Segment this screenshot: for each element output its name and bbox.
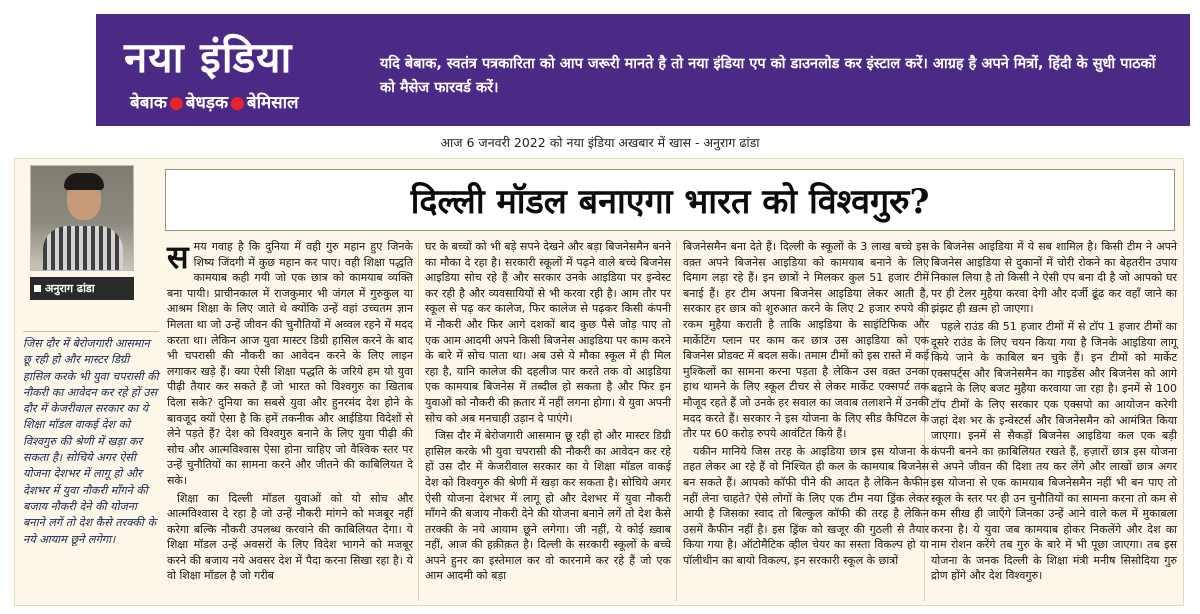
tagline-word: बेबाक: [130, 93, 167, 113]
article-page: [14, 158, 1184, 606]
article-paragraph: के बिजनेस आइडिया में ये सब शामिल है। किसी टीम ने अपने बिजनेस आइडिया से दुकानों में चोरी रोकने का बेहतरीन उपाय निकाल लिया है तो किसी ने ऐसी एप बना दी है जो आपको घर पर ही टेलर मुहैया करवा देगी और दर्जी ढूंढ कर वहाँ जाने का झंझट ही ख़त्म हो जाएगा।: [931, 240, 1177, 316]
logo-wordmark: नया इंडिया: [124, 33, 293, 82]
article-column-4: [931, 239, 1177, 586]
article-column-2: [425, 239, 671, 586]
article-paragraph: पहले राउंड की 51 हजार टीमों में से टॉप 1 हजार टीमों का दूसरे राउंड के लिए चयन किया गया है जिनके आइडिया लागू किये जाने के काबिल बन चुके हैं। इन टीमों को मार्केट एक्सपर्ट्स और बिजनेसमैन का गाइडेंस और बिजनेस को आगे बढ़ाने के लिए बजट मुहैया करवाया जा रहा है। इनमें से 100 टॉप टीमों के लिए सरकार एक एक्सपो का आयोजन करेगी जहां देश भर के इन्वेस्टर्स और बिजनेसमैन को आमंत्रित किया जाएगा। इनमें से सैकड़ों बिजनेस आइडिया कल एक बड़ी कंपनी बनने का क़ाबिलियत रखते हैं, हज़ारों छात्र इस योजना से अपने जीवन की दिशा तय कर लेंगे और लाखों छात्र अगर इस योजना से एक कामयाब बिजनेसमैन नहीं भी बन पाए तो स्कूल के स्तर पर ही उन चुनौतियों का सामना करना तो कम से कम सीख ही जाएँगे जिनका उन्हें आने वाले कल में मुकाबला करना है। ये युवा जब कामयाब होकर निकलेंगे और देश का नाम रोशन करेंगे तब गुरु के बारे में भी पूछा जाएगा। तब इस योजना के जनक दिल्ली के शिक्षा मंत्री मनीष सिसोदिया गुरु द्रोण होंगे और देश विश्वगुरु।: [931, 319, 1177, 583]
article-paragraph: यकीन मानिये जिस तरह के आइडिया छात्र इस योजना के तहत लेकर आ रहे हैं वो निश्चित ही कल के कामयाब बिजनेस बन सकते हैं। आपको कॉफी पीने की आदत है लेकिन कैफीन नहीं लेना चाहते? ऐसे लोगों के लिए एक टीम नया ड्रिंक लेकर आयी है जिसका स्वाद तो बिल्कुल कॉफी की तरह है लेकिन उसमें कैफीन नहीं है। इस ड्रिंक को खजूर की गुठली से तैयार किया गया है। ऑटोमैटिक व्हील चेयर का सस्ता विकल्प हो या पॉलीथीन का बायो विकल्प, इन सरकारी स्कूल के छात्रों: [683, 444, 929, 567]
promo-banner: [96, 14, 1190, 126]
pull-quote: जिस दौर में बेरोजगारी आसमान छू रही हो और मास्टर डिग्री हासिल करके भी युवा चपरासी की नौकरी का आवेदन कर रहे हों उस दौर में केजरीवाल सरकार का ये शिक्षा मॉडल वाकई देश को विश्वगुरु की श्रेणी में खड़ा कर सकता है। सोचिये अगर ऐसी योजना देशभर में लागू हो और देशभर में युवा नौकरी माँगने की बजाय नौकरी देने की योजना बनाने लगें तो देश कैसे तरक्की के नये आयाम छूने लगेगा।: [23, 331, 159, 548]
article-paragraph: जिस दौर में बेरोजगारी आसमान छू रही हो और मास्टर डिग्री हासिल करके भी युवा चपरासी की नौकरी का आवेदन कर रहे हों उस दौर में केजरीवाल सरकार का ये शिक्षा मॉडल वाकई देश को विश्वगुरु की श्रेणी में खड़ा कर सकता है। सोचिये अगर ऐसी योजना देशभर में लागू हो और देशभर में युवा नौकरी माँगने की बजाय नौकरी देने की योजना बनाने लगें तो देश कैसे तरक्की के नये आयाम छूने लगेगा। जी नहीं, ये कोई ख़्वाब नहीं, आज की हक़ीक़त है। दिल्ली के सरकारी स्कूलों के बच्चे अपने हुनर का इस्तेमाल कर वो कारनामे कर रहे हैं जो एक आम आदमी को बड़ा: [425, 429, 671, 583]
banner-message: यदि बेबाक, स्वतंत्र पत्रकारिता को आप जरूरी मानते है तो नया इंडिया एप को डाउनलोड कर इंस्टाल करें। आग्रह है अपने मित्रों, हिंदी के सुधी पाठकों को मैसेज फारवर्ड करें।: [380, 56, 1156, 96]
author-box: [23, 165, 141, 311]
author-byline: [30, 277, 134, 300]
logo-tagline: [130, 90, 299, 113]
square-bullet-icon: [34, 285, 41, 292]
tagline-word: बेधड़क: [185, 93, 229, 113]
article-column-3: [683, 239, 929, 570]
tagline-word: बेमिसाल: [246, 93, 299, 113]
author-photo: [30, 165, 134, 271]
author-name: अनुराग ढांडा: [45, 282, 95, 295]
article-headline: दिल्ली मॉडल बनाएगा भारत को विश्वगुरु?: [165, 169, 1175, 231]
article-paragraph: शिक्षा का दिल्ली मॉडल युवाओं को यो सोच और आत्मविश्वास दे रहा है जो उन्हें नौकरी मांगने को मजबूर नहीं करेगा बल्कि नौकरी उपलब्ध करवाने की काबिलियत देगा। ये शिक्षा मॉडल उन्हें अवसरों के लिए विदेश भागने को मजबूर करने की बजाय नये अवसर देश में पैदा करना सिखा रहा है। ये वो शिक्षा मॉडल है जो गरीब: [167, 491, 413, 583]
drop-cap: स: [167, 238, 189, 276]
tagline-dot-icon: ●: [168, 93, 184, 113]
tagline-dot-icon: ●: [230, 93, 245, 113]
edition-line: आज 6 जनवरी 2022 को नया इंडिया अखबार में खास - अनुराग ढांडा: [440, 135, 760, 150]
article-column-1: [167, 239, 413, 586]
article-paragraph: घर के बच्चों को भी बड़े सपने देखने और बड़ा बिजनेसमैन बनने का मौका दे रहा है। सरकारी स्कूलों में पढ़ने वाले बच्चे बिजनेस आइडिया सोच रहे हैं और सरकार उनके आइडिया पर इन्वेस्ट कर रही है और व्यवसायियों से भी करवा रही है। आम तौर पर स्कूल से पढ़ कर कालेज, फिर कालेज से पढ़कर किसी कंपनी में नौकरी और फिर आगे दशकों बाद कुछ पैसे जोड़ पाए तो एक आम आदमी अपने किसी बिजनेस आइडिया पर काम करने के बारे में सोच पाता था। अब उसे ये मौका स्कूल में ही मिल रहा है, यानि कालेज की दहलीज पार करते तक वो आइडिया एक कामयाब बिजनेस में तब्दील हो सकता है और फिर इन युवाओं को नौकरी की क़तार में नहीं लगना होगा। ये युवा अपनी सोच को अब मनचाही उड़ान दे पाएंगे।: [425, 240, 671, 425]
article-paragraph: बिजनेसमैन बना देते हैं। दिल्ली के स्कूलों के 3 लाख बच्चे इस वक़्त अपने बिजनेस आइडिया को कामयाब बनाने के लिए दिमाग लड़ा रहे हैं। इन छात्रों ने मिलकर कुल 51 हजार टीमें बनाई हैं। हर टीम अपना बिजनेस आइडिया लेकर आती है, सरकार हर छात्र को शुरुआत करने के लिए 2 हजार रुपये की रकम मुहैया कराती है ताकि आइडिया के साइंटिफिक और मार्केटिंग प्लान पर काम कर छात्र उस आइडिया को एक बिजनेस प्रोडक्ट में बदल सकें। तमाम टीमों को इस रास्ते में कई मुश्किलों का सामना करना पड़ता है लेकिन उस वक़्त उनका हाथ थामने के लिए स्कूल टीचर से लेकर मार्केट एक्सपर्ट तक मौजूद रहते हैं जो उनके हर सवाल का जवाब तलाशने में उनकी मदद करते हैं। सरकार ने इस योजना के लिए सीड कैपिटल के तौर पर 60 करोड़ रुपये आवंटित किये हैं।: [683, 240, 929, 441]
article-paragraph: समय गवाह है कि दुनिया में वही गुरु महान हुए जिनके शिष्य जिंदगी में कुछ महान कर पाए। वही शिक्षा पद्धति कामयाब कही गयी जो एक छात्र को कामयाब व्यक्ति बना पायी। प्राचीनकाल में राजकुमार भी जंगल में गुरुकुल या आश्रम शिक्षा के लिए जाते थे क्योंकि उन्हें वहां उच्चतम ज्ञान मिलता था जो उन्हें जीवन की चुनौतियों में अव्वल रहने में मदद करता था। लेकिन आज युवा मास्टर डिग्री हासिल करने के बाद भी चपरासी की नौकरी का आवेदन करने के लिए लाइन लगाकर खड़े हैं। क्या ऐसी शिक्षा पद्धति के जरिये हम यो युवा पीढ़ी तैयार कर सकते हैं जो भारत को विश्वगुरु का खिताब दिला सके? दुनिया का सबसे युवा और हुनरमंद देश होने के बावजूद क्यों ऐसा है कि हमें तकनीक और आईडिया विदेशों से लेने पड़ते हैं? देश को विश्वगुरु बनाने के लिए युवा पीढ़ी की सोच और आत्मविश्वास ऐसा होना चाहिए जो वैश्विक स्तर पर उन्हें चुनौतियों का सामना करने और जीतने की काबिलियत दे सके।: [167, 238, 413, 487]
